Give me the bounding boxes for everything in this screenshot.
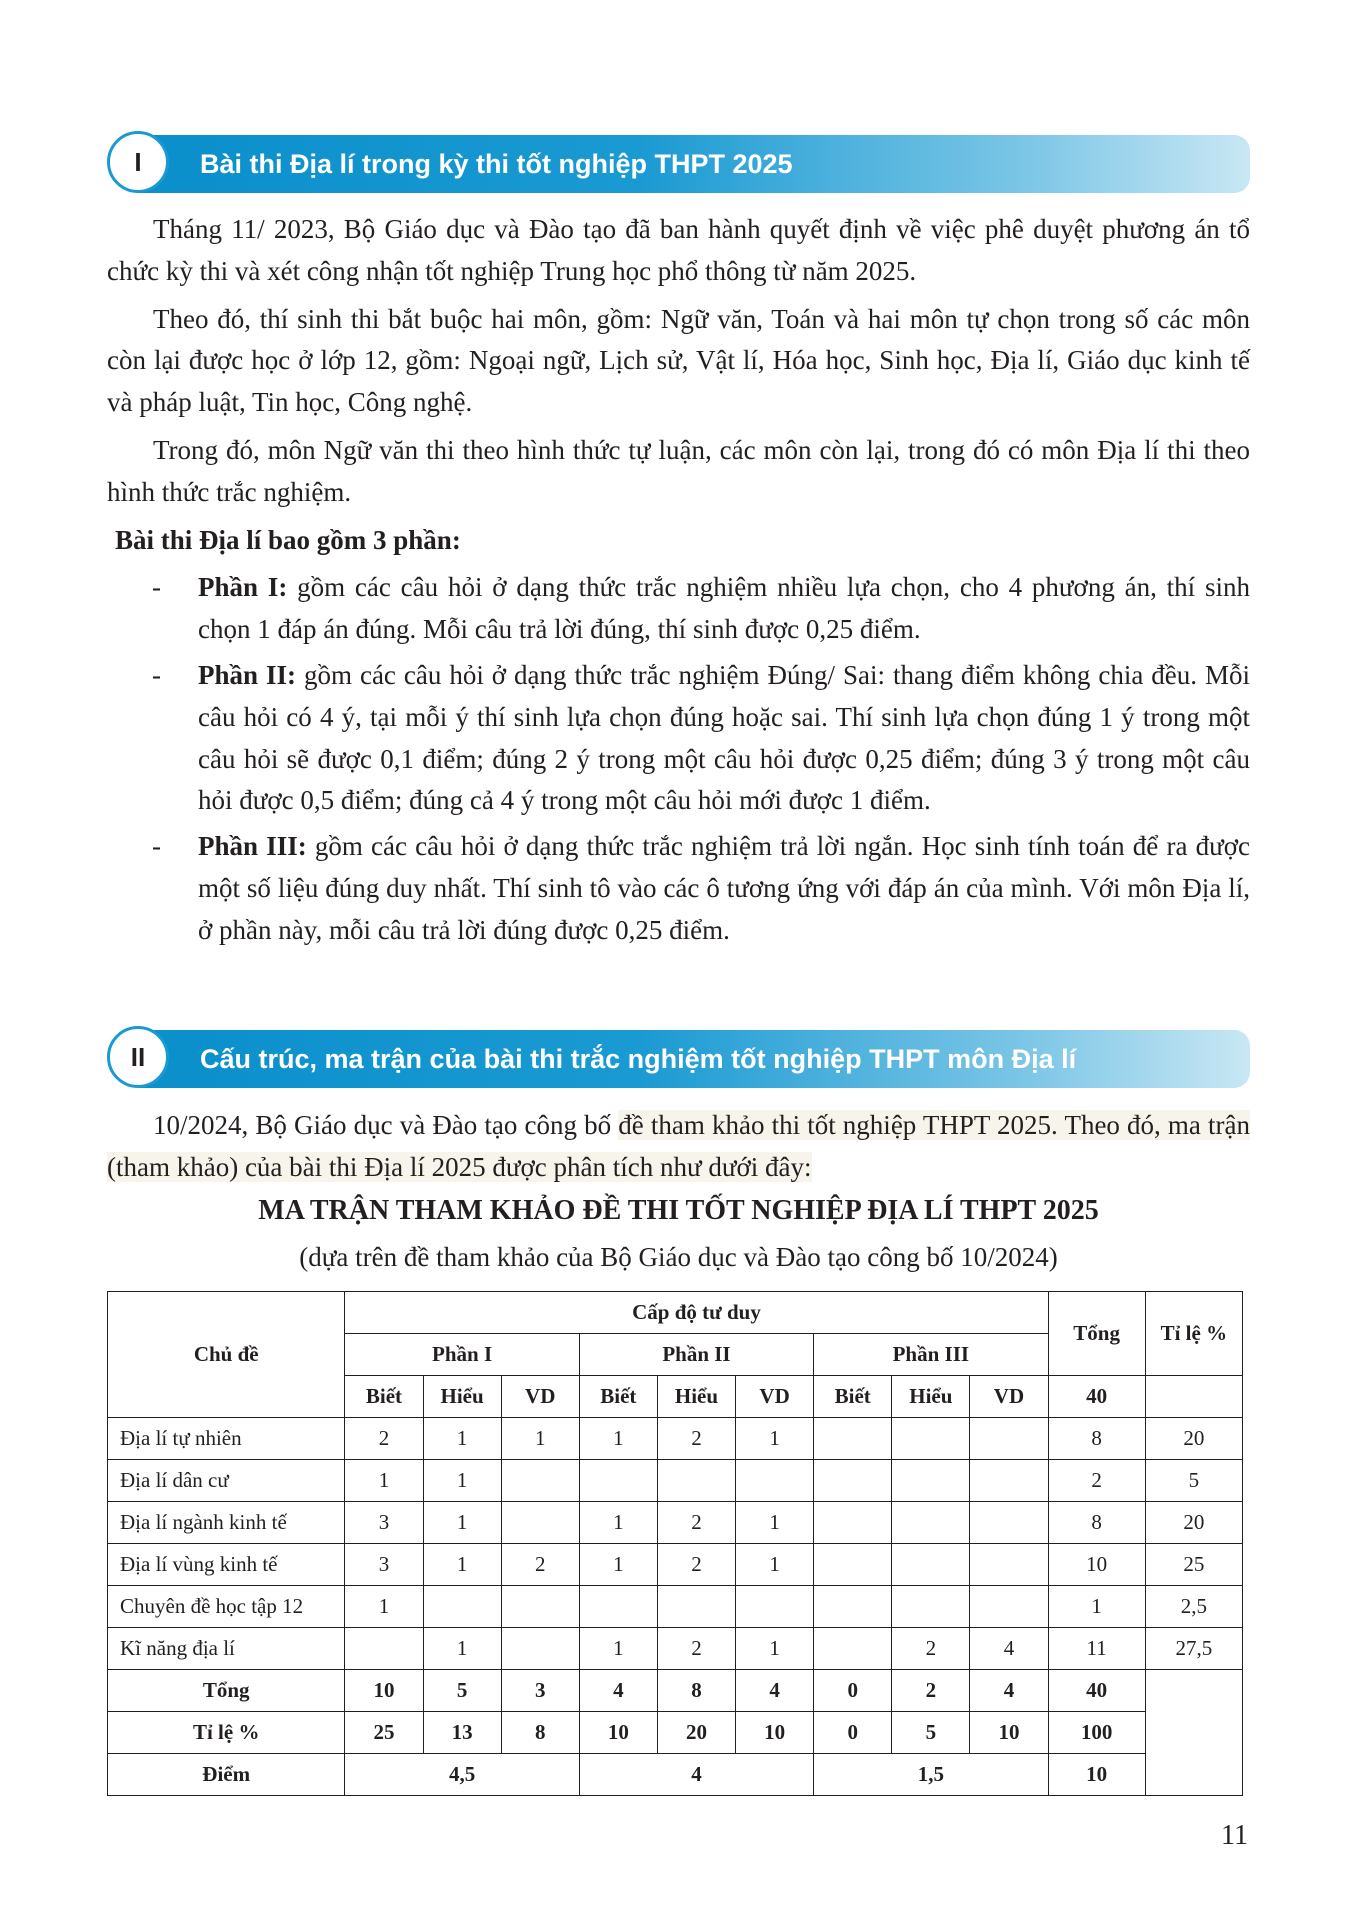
table-cell: 1 bbox=[423, 1544, 501, 1586]
table-cell: 2 bbox=[1048, 1460, 1145, 1502]
table-cell: 20 bbox=[657, 1712, 735, 1754]
table-cell: 1 bbox=[423, 1502, 501, 1544]
table-cell bbox=[814, 1586, 892, 1628]
dash-bullet: - bbox=[152, 831, 161, 862]
table-cell: 1 bbox=[345, 1460, 423, 1502]
sum-row bbox=[108, 1670, 1243, 1712]
table-cell: 2 bbox=[345, 1418, 423, 1460]
table-cell: 8 bbox=[1048, 1418, 1145, 1460]
header-empty bbox=[1145, 1376, 1242, 1418]
table-cell: 1 bbox=[579, 1544, 657, 1586]
table-cell bbox=[892, 1544, 970, 1586]
table-cell bbox=[892, 1502, 970, 1544]
table-row bbox=[108, 1544, 1243, 1586]
row-label: Tổng bbox=[108, 1670, 345, 1712]
topic-cell: Địa lí vùng kinh tế bbox=[108, 1544, 345, 1586]
table-cell: 1 bbox=[579, 1502, 657, 1544]
matrix-table bbox=[107, 1291, 1243, 1796]
table-cell bbox=[892, 1586, 970, 1628]
table-cell bbox=[657, 1586, 735, 1628]
table-cell: 25 bbox=[345, 1712, 423, 1754]
table-cell: 0 bbox=[814, 1712, 892, 1754]
table-cell: 8 bbox=[657, 1670, 735, 1712]
table-cell: 2 bbox=[657, 1544, 735, 1586]
header-level: Biết bbox=[345, 1376, 423, 1418]
section-2-body bbox=[107, 1105, 1250, 1195]
topic-cell: Địa lí tự nhiên bbox=[108, 1418, 345, 1460]
section-title: Cấu trúc, ma trận của bài thi trắc nghiệm tốt nghiệp THPT môn Địa lí bbox=[200, 1044, 1077, 1074]
paragraph bbox=[107, 1105, 1250, 1189]
table-cell bbox=[814, 1460, 892, 1502]
table-cell: 1 bbox=[501, 1418, 579, 1460]
table-cell bbox=[970, 1544, 1048, 1586]
table-row bbox=[108, 1502, 1243, 1544]
topic-cell: Kĩ năng địa lí bbox=[108, 1628, 345, 1670]
list-item bbox=[107, 826, 1250, 951]
table-cell: 4 bbox=[579, 1670, 657, 1712]
header-level: Biết bbox=[579, 1376, 657, 1418]
table-row bbox=[108, 1628, 1243, 1670]
section-title: Bài thi Địa lí trong kỳ thi tốt nghiệp THPT 2025 bbox=[200, 149, 793, 179]
table-cell: 1 bbox=[423, 1418, 501, 1460]
list-item bbox=[107, 567, 1250, 651]
topic-cell: Địa lí ngành kinh tế bbox=[108, 1502, 345, 1544]
table-cell bbox=[814, 1502, 892, 1544]
table-cell bbox=[657, 1460, 735, 1502]
item-label: Phần I: bbox=[198, 572, 288, 603]
header-level: VD bbox=[736, 1376, 814, 1418]
item-text: gồm các câu hỏi ở dạng thức trắc nghiệm Đúng/ Sai: thang điểm không chia đều. Mỗi câu hỏi có 4 ý, tại mỗi ý thí sinh lựa chọn đúng hoặc sai. Thí sinh lựa chọn đúng 1 ý trong một câu hỏi sẽ được 0,1 điểm; đúng 2 ý trong một câu hỏi được 0,25 điểm; đúng 3 ý trong một câu hỏi được 0,5 điểm; đúng cả 4 ý trong một câu hỏi mới được 1 điểm. bbox=[198, 659, 1251, 816]
table-row bbox=[108, 1586, 1243, 1628]
table-cell: 1,5 bbox=[814, 1754, 1048, 1796]
table-cell: 1 bbox=[736, 1628, 814, 1670]
table-cell: 3 bbox=[345, 1502, 423, 1544]
list-item bbox=[107, 655, 1250, 822]
table-cell: 4 bbox=[970, 1628, 1048, 1670]
header-total: Tổng bbox=[1048, 1292, 1145, 1376]
table-cell: 4 bbox=[736, 1670, 814, 1712]
table-cell bbox=[814, 1628, 892, 1670]
table-cell: 27,5 bbox=[1145, 1628, 1242, 1670]
table-cell bbox=[814, 1418, 892, 1460]
section-1-body bbox=[107, 209, 1250, 956]
header-level: Hiểu bbox=[892, 1376, 970, 1418]
table-row bbox=[108, 1460, 1243, 1502]
table-cell bbox=[892, 1418, 970, 1460]
table-cell: 1 bbox=[736, 1502, 814, 1544]
page-number: 11 bbox=[1221, 1820, 1248, 1851]
table-cell: 8 bbox=[501, 1712, 579, 1754]
table-cell: 10 bbox=[1048, 1754, 1145, 1796]
table-cell: 4,5 bbox=[345, 1754, 579, 1796]
section-1-heading bbox=[107, 135, 1250, 193]
list-lead: Bài thi Địa lí bao gồm 3 phần: bbox=[115, 524, 461, 555]
table-cell bbox=[814, 1544, 892, 1586]
table-cell: 1 bbox=[579, 1628, 657, 1670]
table-cell: 1 bbox=[1048, 1586, 1145, 1628]
table-cell: 1 bbox=[345, 1586, 423, 1628]
table-cell: 1 bbox=[423, 1460, 501, 1502]
section-2-heading bbox=[107, 1030, 1250, 1088]
header-part-3: Phần III bbox=[814, 1334, 1048, 1376]
table-cell: 13 bbox=[423, 1712, 501, 1754]
header-part-1: Phần I bbox=[345, 1334, 579, 1376]
table-cell bbox=[423, 1586, 501, 1628]
dash-bullet: - bbox=[152, 572, 161, 603]
paragraph: Theo đó, thí sinh thi bắt buộc hai môn, gồm: Ngữ văn, Toán và hai môn tự chọn trong số các môn còn lại được học ở lớp 12, gồm: Ngoại ngữ, Lịch sử, Vật lí, Hóa học, Sinh học, Địa lí, Giáo dục kinh tế và pháp luật, Tin học, Công nghệ. bbox=[107, 303, 1250, 418]
table-cell: 4 bbox=[970, 1670, 1048, 1712]
header-level: Biết bbox=[814, 1376, 892, 1418]
row-label: Điểm bbox=[108, 1754, 345, 1796]
item-label: Phần II: bbox=[198, 659, 297, 690]
table-cell: 2,5 bbox=[1145, 1586, 1242, 1628]
highlighted-text: đề tham khảo thi tốt nghiệp THPT 2025. Theo đó, ma trận (tham khảo) của bài thi Địa lí 2025 được phân tích như dưới đây: bbox=[107, 1110, 1250, 1182]
table-cell bbox=[501, 1460, 579, 1502]
table-cell: 20 bbox=[1145, 1418, 1242, 1460]
table-cell bbox=[892, 1460, 970, 1502]
table-cell: 1 bbox=[579, 1418, 657, 1460]
table-cell bbox=[345, 1628, 423, 1670]
table-cell: 25 bbox=[1145, 1544, 1242, 1586]
item-label: Phần III: bbox=[198, 831, 307, 862]
header-total-questions: 40 bbox=[1048, 1376, 1145, 1418]
table-row bbox=[108, 1418, 1243, 1460]
header-level: Hiểu bbox=[657, 1376, 735, 1418]
header-level: VD bbox=[970, 1376, 1048, 1418]
table-cell: 10 bbox=[736, 1712, 814, 1754]
table-subtitle: (dựa trên đề tham khảo của Bộ Giáo dục và Đào tạo công bố 10/2024) bbox=[299, 1242, 1058, 1272]
table-cell: 5 bbox=[892, 1712, 970, 1754]
header-level: Hiểu bbox=[423, 1376, 501, 1418]
table-cell: 2 bbox=[892, 1628, 970, 1670]
item-text: gồm các câu hỏi ở dạng thức trắc nghiệm trả lời ngắn. Học sinh tính toán để ra được một số liệu đúng duy nhất. Thí sinh tô vào các ô tương ứng với đáp án của mình. Với môn Địa lí, ở phần này, mỗi câu trả lời đúng được 0,25 điểm. bbox=[198, 831, 1251, 945]
empty-cell bbox=[1145, 1670, 1242, 1796]
table-cell: 10 bbox=[579, 1712, 657, 1754]
score-row bbox=[108, 1754, 1243, 1796]
table-cell bbox=[579, 1586, 657, 1628]
header-part-2: Phần II bbox=[579, 1334, 813, 1376]
table-cell bbox=[579, 1460, 657, 1502]
paragraph: Trong đó, môn Ngữ văn thi theo hình thức tự luận, các môn còn lại, trong đó có môn Địa lí thi theo hình thức trắc nghiệm. bbox=[107, 434, 1250, 507]
topic-cell: Địa lí dân cư bbox=[108, 1460, 345, 1502]
table-cell: 2 bbox=[892, 1670, 970, 1712]
table-cell bbox=[736, 1460, 814, 1502]
dash-bullet: - bbox=[152, 659, 161, 690]
table-cell: 4 bbox=[579, 1754, 813, 1796]
item-text: gồm các câu hỏi ở dạng thức trắc nghiệm nhiều lựa chọn, cho 4 phương án, thí sinh chọn 1 đáp án đúng. Mỗi câu trả lời đúng, thí sinh được 0,25 điểm. bbox=[198, 572, 1250, 645]
table-cell: 2 bbox=[501, 1544, 579, 1586]
table-cell: 1 bbox=[423, 1628, 501, 1670]
table-cell: 10 bbox=[1048, 1544, 1145, 1586]
section-number-badge: I bbox=[107, 131, 169, 193]
header-thinking-level: Cấp độ tư duy bbox=[345, 1292, 1048, 1334]
paragraph: Tháng 11/ 2023, Bộ Giáo dục và Đào tạo đã ban hành quyết định về việc phê duyệt phương án tổ chức kỳ thi và xét công nhận tốt nghiệp Trung học phổ thông từ năm 2025. bbox=[107, 214, 1250, 286]
row-label: Tỉ lệ % bbox=[108, 1712, 345, 1754]
table-cell: 2 bbox=[657, 1628, 735, 1670]
table-cell: 2 bbox=[657, 1418, 735, 1460]
header-level: VD bbox=[501, 1376, 579, 1418]
table-cell: 3 bbox=[501, 1670, 579, 1712]
table-cell bbox=[970, 1418, 1048, 1460]
table-cell bbox=[501, 1628, 579, 1670]
table-cell: 11 bbox=[1048, 1628, 1145, 1670]
table-cell bbox=[970, 1586, 1048, 1628]
table-cell: 2 bbox=[657, 1502, 735, 1544]
header-ratio: Tỉ lệ % bbox=[1145, 1292, 1242, 1376]
ratio-row bbox=[108, 1712, 1243, 1754]
topic-cell: Chuyên đề học tập 12 bbox=[108, 1586, 345, 1628]
table-cell: 8 bbox=[1048, 1502, 1145, 1544]
paragraph-text: 10/2024, Bộ Giáo dục và Đào tạo công bố bbox=[153, 1110, 619, 1140]
section-number-badge: II bbox=[107, 1026, 169, 1088]
table-cell: 10 bbox=[345, 1670, 423, 1712]
table-cell: 3 bbox=[345, 1544, 423, 1586]
table-cell: 1 bbox=[736, 1418, 814, 1460]
table-cell bbox=[501, 1502, 579, 1544]
table-cell bbox=[736, 1586, 814, 1628]
table-cell: 1 bbox=[736, 1544, 814, 1586]
table-cell: 20 bbox=[1145, 1502, 1242, 1544]
table-cell: 10 bbox=[970, 1712, 1048, 1754]
table-cell: 100 bbox=[1048, 1712, 1145, 1754]
table-cell: 40 bbox=[1048, 1670, 1145, 1712]
table-cell: 5 bbox=[423, 1670, 501, 1712]
table-cell: 0 bbox=[814, 1670, 892, 1712]
table-cell bbox=[501, 1586, 579, 1628]
table-title: MA TRẬN THAM KHẢO ĐỀ THI TỐT NGHIỆP ĐỊA LÍ THPT 2025 bbox=[258, 1195, 1099, 1226]
header-topic: Chủ đề bbox=[108, 1292, 345, 1418]
table-cell bbox=[970, 1502, 1048, 1544]
table-cell: 5 bbox=[1145, 1460, 1242, 1502]
table-cell bbox=[970, 1460, 1048, 1502]
